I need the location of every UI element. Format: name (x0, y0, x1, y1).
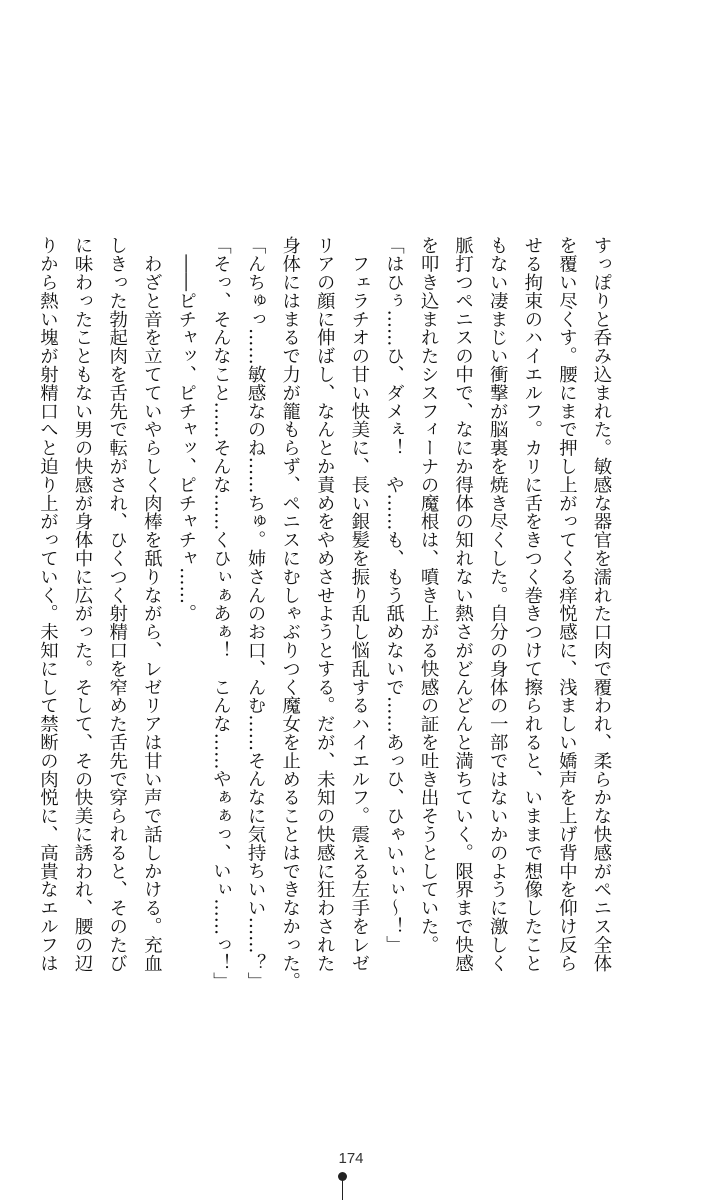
text-line: すっぽりと呑み込まれた。敏感な器官を濡れた口肉で覆われ、柔らかな快感がペニス全体 (591, 236, 612, 972)
sound-effect-line: ――ピチャッ、ピチャッ、ピチャチャ……。 (175, 236, 197, 623)
text-line: を覆い尽くす。腰にまで押し上がってくる痒悦感に、浅ましい嬌声を上げ背中を仰け反ら (556, 236, 578, 972)
text-line: せる拘束のハイエルフ。カリに舌をきつく巻きつけて擦られると、いままで想像したこと (521, 236, 543, 972)
vertical-text-body (30, 236, 618, 996)
text-line: を叩き込まれたシスフィーナの魔根は、噴き上がる快感の証を吐き出そうとしていた。 (418, 236, 440, 954)
text-line: もない凄まじい衝撃が脳裏を焼き尽くした。自分の身体の一部ではないかのように激しく (487, 236, 509, 972)
text-line: 身体にはまるで力が籠もらず、ペニスにむしゃぶりつく魔女を止めることはできなかった。 (279, 236, 301, 991)
text-line: しきった勃起肉を舌先で転がされ、ひくつく射精口を窄めた舌先で穿られると、そのたび (106, 236, 128, 972)
text-line: 脈打つペニスの中で、なにか得体の知れない熱さがどんどんと満ちていく。限界まで快感 (452, 236, 474, 972)
dialogue-line: 「んちゅっ……敏感なのね……ちゅ。姉さんのお口、んむ……そんなに気持ちいい……？」 (245, 236, 267, 991)
text-line: に味わったこともない男の快感が身体中に広がった。そして、その快美に誘われ、腰の辺 (72, 236, 94, 972)
dialogue-line: 「はひぅ……ひ、ダメぇ！ や……も、もう舐めないで……あっひ、ひゃいぃぃ～！」 (383, 236, 405, 954)
dialogue-line: 「そっ、そんなこと……そんな……くひぃぁあぁ！ こんな……やぁぁっ、いぃ……っ！」 (210, 236, 232, 991)
text-line: リアの顔に伸ばし、なんとか責めをやめさせようとする。だが、未知の快感に狂わされた (314, 236, 336, 972)
page-number: 174 (338, 1150, 364, 1167)
page-marker-line (342, 1180, 343, 1200)
text-line: フェラチオの甘い快美に、長い銀髪を振り乱し悩乱するハイエルフ。震える左手をレゼ (348, 236, 370, 972)
text-line: りから熱い塊が射精口へと迫り上がっていく。未知にして禁断の肉悦に、高貴なエルフは (37, 236, 59, 972)
text-line: わざと音を立てていやらしく肉棒を舐りながら、レゼリアは甘い声で話しかける。充血 (141, 236, 163, 972)
